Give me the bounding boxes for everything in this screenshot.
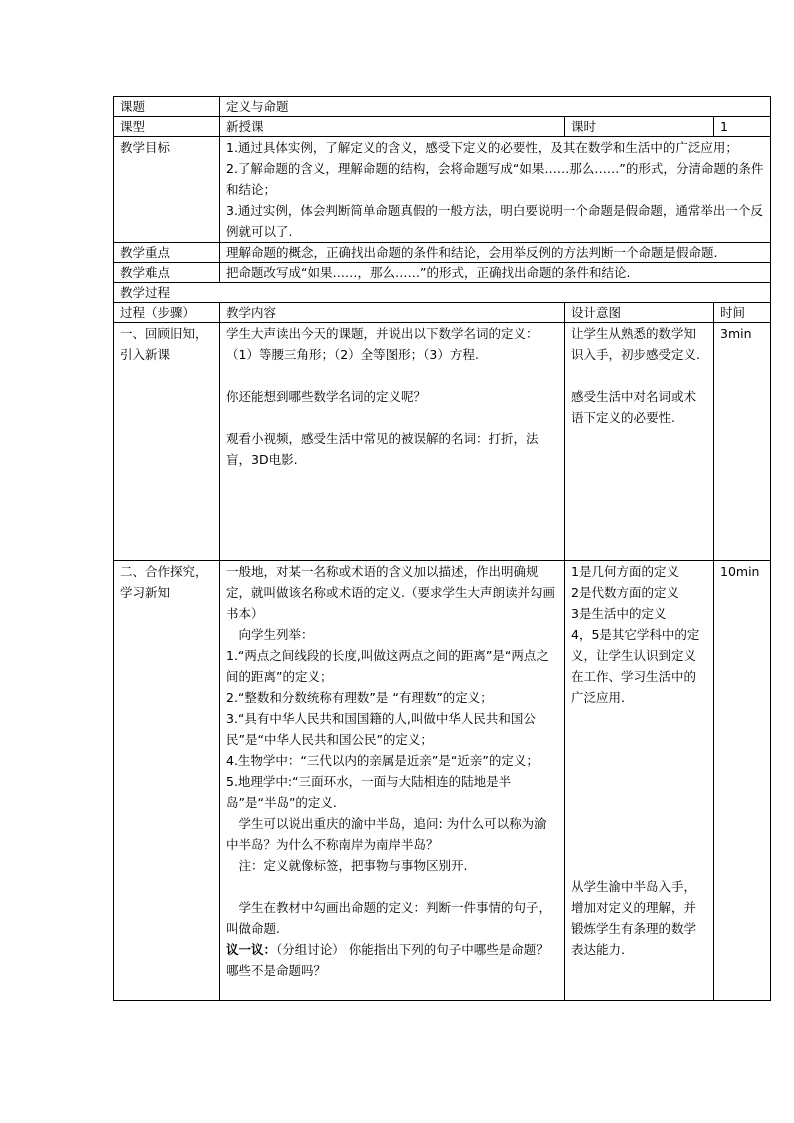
step-time: 3min bbox=[714, 323, 771, 561]
content-paragraph: 3.“具有中华人民共和国国籍的人,叫做中华人民共和国公民”是“中华人民共和国公民”的定义； bbox=[226, 711, 536, 747]
hours-label: 课时 bbox=[565, 117, 714, 137]
content-paragraph: 2.“整数和分数统称有理数”是 “有理数”的定义； bbox=[226, 690, 493, 705]
spacer bbox=[226, 876, 558, 897]
discuss-paragraph bbox=[226, 939, 558, 981]
content-paragraph: 学生在教材中勾画出命题的定义：判断一件事情的句子，叫做命题. bbox=[226, 900, 552, 936]
goals-label: 教学目标 bbox=[114, 137, 220, 243]
step-content bbox=[220, 561, 565, 1001]
content-paragraph: 学生可以说出重庆的渝中半岛，追问: 为什么可以称为渝中半岛？为什么不称南岸为南岸半岛？ bbox=[226, 816, 547, 852]
topic-label: 课题 bbox=[114, 97, 220, 117]
key-point-text: 理解命题的概念，正确找出命题的条件和结论，会用举反例的方法判断一个命题是假命题. bbox=[220, 243, 771, 263]
step-row-1 bbox=[114, 323, 771, 561]
type-label: 课型 bbox=[114, 117, 220, 137]
discuss-text: （分组讨论） 你能指出下列的句子中哪些是命题？哪些不是命题吗？ bbox=[226, 942, 549, 978]
col-time-header: 时间 bbox=[714, 303, 771, 323]
step-time: 10min bbox=[714, 561, 771, 1001]
goal-item: 2.了解命题的含义，理解命题的结构，会将命题写成“如果……那么……”的形式，分清命题的条件和结论； bbox=[226, 161, 764, 197]
step-label: 一、回顾旧知，引入新课 bbox=[114, 323, 220, 561]
goals-row bbox=[114, 137, 771, 243]
process-section-row bbox=[114, 283, 771, 303]
lesson-plan-table bbox=[113, 96, 771, 1001]
key-point-label: 教学重点 bbox=[114, 243, 220, 263]
goal-item: 3.通过实例，体会判断简单命题真假的一般方法，明白要说明一个命题是假命题，通常举出一个反例就可以了. bbox=[226, 203, 763, 239]
key-point-row bbox=[114, 243, 771, 263]
step-design bbox=[565, 561, 714, 1001]
hours-value: 1 bbox=[714, 117, 771, 137]
content-paragraph: 注：定义就像标签，把事物与事物区别开. bbox=[226, 858, 468, 873]
content-paragraph: 1.“两点之间线段的长度,叫做这两点之间的距离”是“两点之间的距离”的定义； bbox=[226, 648, 549, 684]
goal-item: 1.通过具体实例，了解定义的含义，感受下定义的必要性，及其在数学和生活中的广泛应用； bbox=[226, 140, 738, 155]
content-paragraph: 一般地，对某一名称或术语的含义加以描述，作出明确规定，就叫做该名称或术语的定义.（要求学生大声朗读并勾画书本） bbox=[226, 564, 555, 621]
col-step-header: 过程（步骤） bbox=[114, 303, 220, 323]
content-paragraph: 你还能想到哪些数学名词的定义呢？ bbox=[226, 389, 427, 404]
difficulty-text: 把命题改写成“如果……，那么……”的形式，正确找出命题的条件和结论. bbox=[220, 263, 771, 283]
spacer bbox=[571, 365, 707, 386]
step-design bbox=[565, 323, 714, 561]
spacer bbox=[571, 708, 707, 876]
topic-value: 定义与命题 bbox=[220, 97, 771, 117]
design-paragraph: 3是生活中的定义 bbox=[571, 606, 667, 621]
type-row bbox=[114, 117, 771, 137]
difficulty-row bbox=[114, 263, 771, 283]
process-header-row bbox=[114, 303, 771, 323]
design-paragraph: 让学生从熟悉的数学知识入手，初步感受定义. bbox=[571, 326, 700, 362]
type-value: 新授课 bbox=[220, 117, 565, 137]
topic-row bbox=[114, 97, 771, 117]
spacer bbox=[226, 365, 558, 386]
step-label: 二、合作探究，学习新知 bbox=[114, 561, 220, 1001]
content-paragraph: 学生大声读出今天的课题，并说出以下数学名词的定义：（1）等腰三角形；（2）全等图形；（3）方程. bbox=[226, 326, 539, 362]
design-paragraph: 2是代数方面的定义 bbox=[571, 585, 679, 600]
spacer bbox=[226, 407, 558, 428]
process-section-label: 教学过程 bbox=[114, 283, 771, 303]
design-paragraph: 1是几何方面的定义 bbox=[571, 564, 679, 579]
goals-content bbox=[220, 137, 771, 243]
content-paragraph: 观看小视频，感受生活中常见的被误解的名词：打折，法盲，3D电影. bbox=[226, 431, 539, 467]
step-row-2 bbox=[114, 561, 771, 1001]
col-content-header: 教学内容 bbox=[220, 303, 565, 323]
discuss-label: 议一议： bbox=[226, 942, 277, 957]
content-paragraph: 5.地理学中:“三面环水，一面与大陆相连的陆地是半岛”是“半岛”的定义. bbox=[226, 774, 512, 810]
col-design-header: 设计意图 bbox=[565, 303, 714, 323]
content-paragraph: 4.生物学中：“三代以内的亲属是近亲”是“近亲”的定义； bbox=[226, 753, 539, 768]
design-paragraph: 从学生渝中半岛入手，增加对定义的理解，并锻炼学生有条理的数学表达能力. bbox=[571, 879, 697, 957]
design-paragraph: 4，5是其它学科中的定义，让学生认识到定义在工作、学习生活中的广泛应用. bbox=[571, 627, 700, 705]
difficulty-label: 教学难点 bbox=[114, 263, 220, 283]
step-content bbox=[220, 323, 565, 561]
content-paragraph: 向学生列举： bbox=[226, 627, 314, 642]
design-paragraph: 感受生活中对名词或术语下定义的必要性. bbox=[571, 389, 697, 425]
